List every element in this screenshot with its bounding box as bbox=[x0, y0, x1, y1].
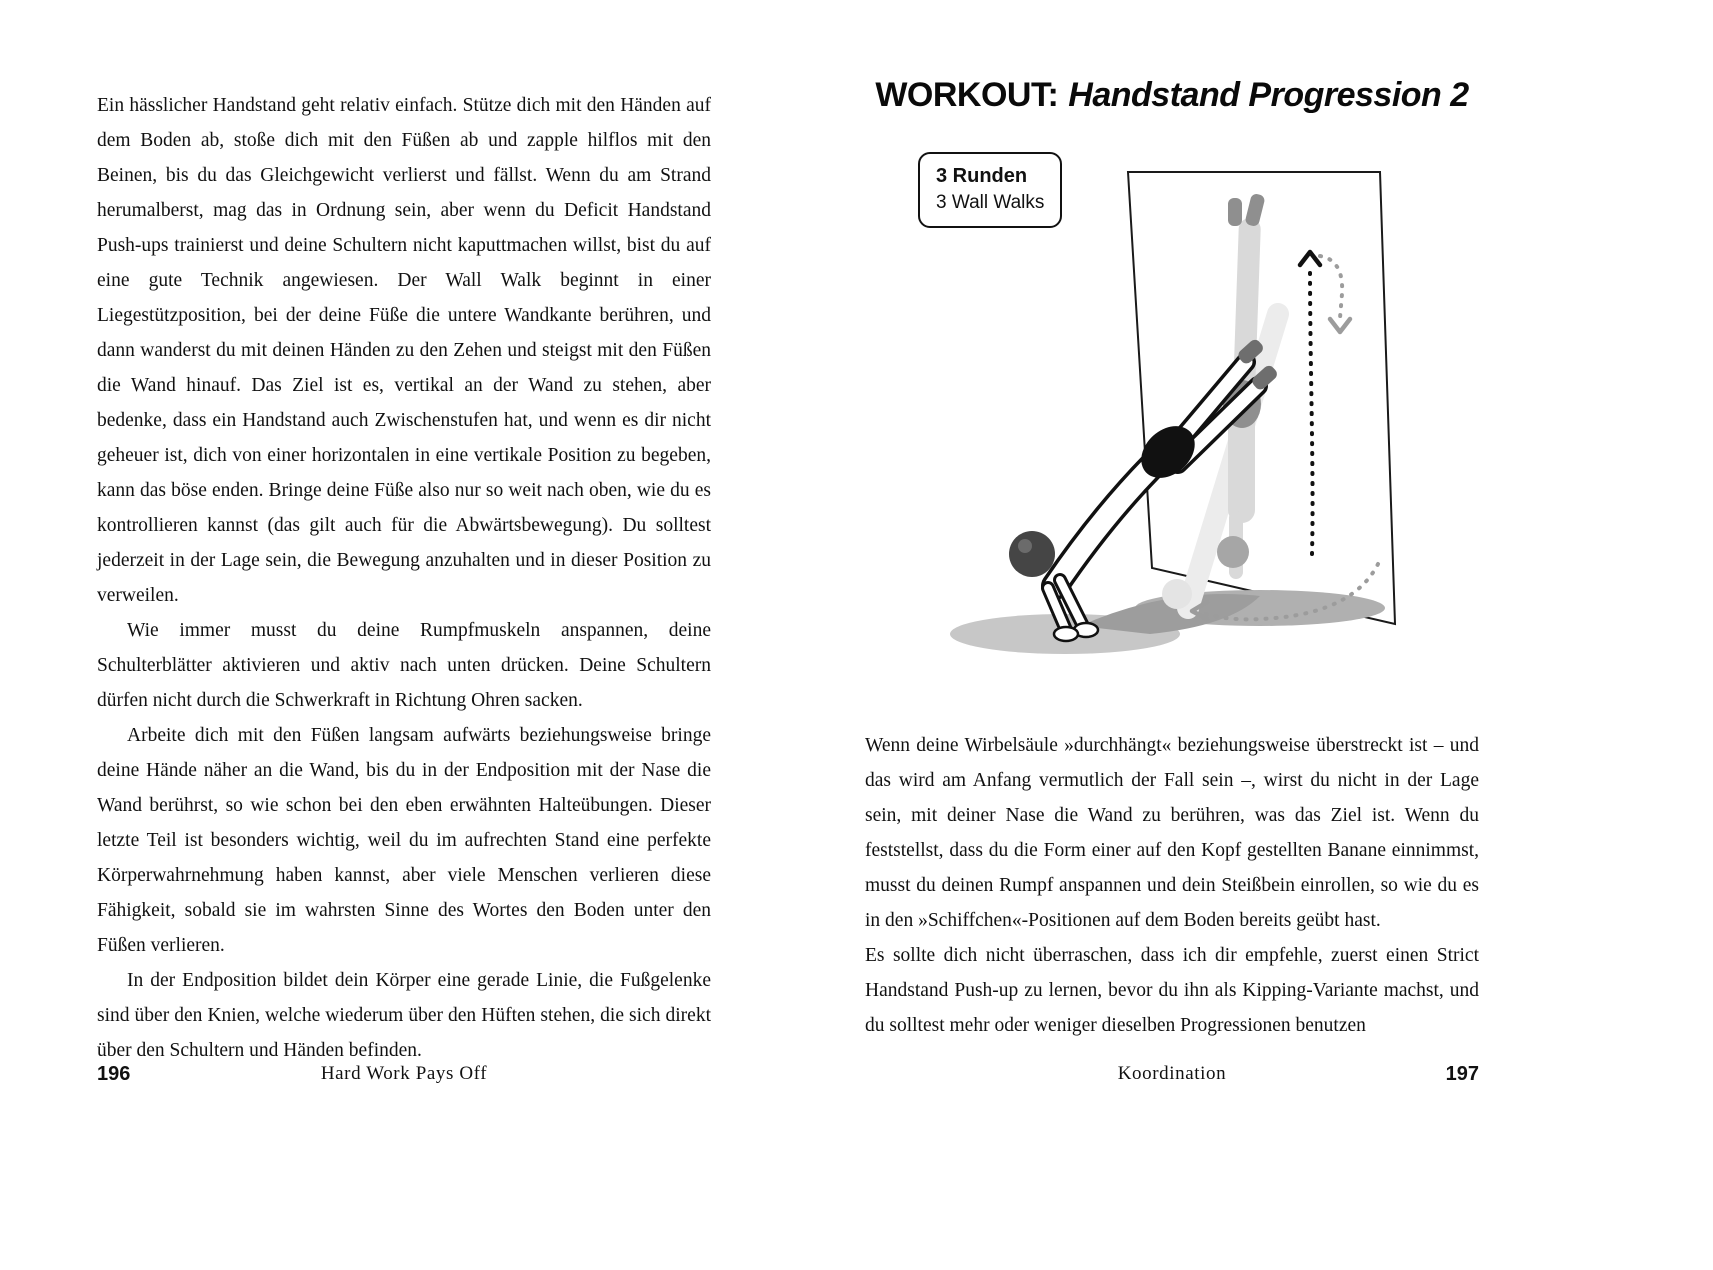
ghost-figure-head bbox=[1162, 579, 1192, 609]
wall-walk-illustration bbox=[930, 156, 1470, 701]
paragraph: Arbeite dich mit den Füßen langsam aufwärts beziehungsweise bringe deine Hände näher an die Wand, bis du in der Endposition mit der Nase die Wand berührst, so wie schon bei den eben erwähnten Halteübungen. Dieser letzte Teil ist besonders wichtig, weil du im aufrechten Stand eine perfekte Körperwahrnehmung haben kannst, aber viele Menschen verlieren diese Fähigkeit, sobald sie im wahrsten Sinne des Wortes den Boden unter den Füßen verlieren. bbox=[97, 725, 711, 956]
right-page-body-text bbox=[865, 728, 1479, 1043]
wall-walk-illustration-svg bbox=[930, 156, 1470, 701]
paragraph: Es sollte dich nicht überraschen, dass ich dir empfehle, zuerst einen Strict Handstand Push-up zu lernen, bevor du ihn als Kipping-Variante machst, und du solltest mehr oder weniger dieselben Progressionen benutzen bbox=[865, 945, 1479, 1036]
rounds-exercise: 3 Wall Walks bbox=[936, 192, 1045, 213]
paragraph: In der Endposition bildet dein Körper eine gerade Linie, die Fußgelenke sind über den Knien, welche wiederum über den Hüften stehen, die sich direkt über den Schultern und Händen befinden. bbox=[97, 970, 711, 1061]
footer-running-title-left: Hard Work Pays Off bbox=[320, 1063, 488, 1084]
left-page-body-text bbox=[97, 88, 711, 1068]
rounds-count: 3 Runden bbox=[936, 165, 1028, 187]
workout-header-prefix: WORKOUT: bbox=[875, 76, 1059, 114]
footer-page-number-left: 196 bbox=[97, 1063, 131, 1085]
workout-header-title: Handstand Progression 2 bbox=[1068, 76, 1469, 114]
footer-running-title-right: Koordination bbox=[1117, 1063, 1227, 1084]
footer-page-number-right: 197 bbox=[1445, 1063, 1479, 1085]
workout-rounds-box bbox=[918, 152, 1062, 228]
paragraph: Wenn deine Wirbelsäule »durchhängt« beziehungsweise überstreckt ist – und das wird am Anfang vermutlich der Fall sein –, wirst du nicht in der Lage sein, mit deiner Nase die Wand zu berühren, was das Ziel ist. Wenn du feststellst, dass du die Form einer auf den Kopf gestellten Banane einnimmst, musst du deinen Rumpf anspannen und dein Steißbein einrollen, so wie du es in den »Schiffchen«-Positionen auf dem Boden bereits geübt hast. bbox=[865, 735, 1479, 931]
paragraph: Wie immer musst du deine Rumpfmuskeln anspannen, deine Schulterblätter aktivieren und aktiv nach unten drücken. Deine Schultern dürfen nicht durch die Schwerkraft in Richtung Ohren sacken. bbox=[97, 620, 711, 711]
paragraph: Ein hässlicher Handstand geht relativ einfach. Stütze dich mit den Händen auf dem Boden ab, stoße dich mit den Füßen ab und zapple hilflos mit den Beinen, bis du das Gleichgewicht verlierst und fällst. Wenn du am Strand herumalberst, mag das in Ordnung sein, aber wenn du Deficit Handstand Push-ups trainierst und deine Schultern nicht kaputtmachen willst, bist du auf eine gute Technik angewiesen. Der Wall Walk beginnt in einer Liegestützposition, bei der deine Füße die untere Wandkante berühren, und dann wanderst du mit deinen Händen zu den Zehen und steigst mit den Füßen die Wand hinauf. Das Ziel ist es, vertikal an der Wand zu stehen, aber bedenke, dass ein Handstand auch Zwischenstufen hat, und wenn es dir nicht geheuer ist, dich von einer horizontalen in eine vertikale Position zu begeben, kann das böse enden. Bringe deine Füße also nur so weit nach oben, wie du es kontrollieren kannst (das gilt auch für die Abwärtsbewegung). Du solltest jederzeit in der Lage sein, die Bewegung anzuhalten und in dieser Position zu verweilen. bbox=[97, 95, 711, 606]
workout-header bbox=[865, 76, 1479, 115]
